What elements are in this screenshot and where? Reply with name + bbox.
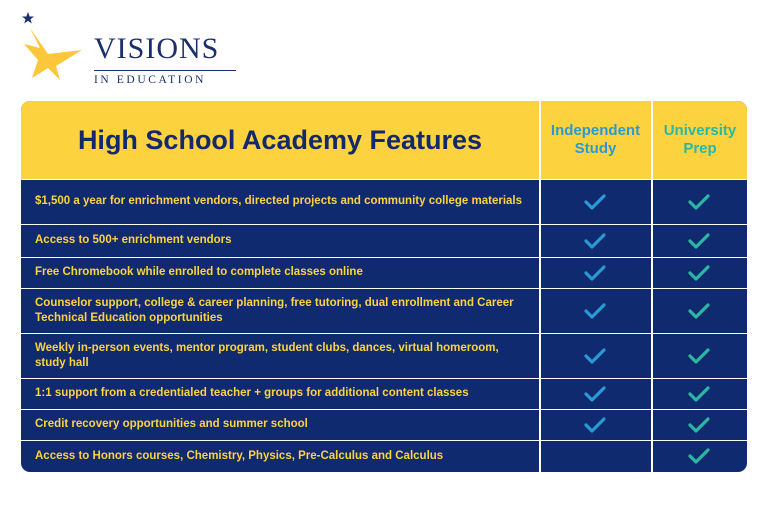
- check-icon: [688, 416, 710, 439]
- feature-label: Weekly in-person events, mentor program, student clubs, dances, virtual homeroom, study hall: [35, 341, 499, 369]
- check-icon: [584, 264, 606, 287]
- feature-label: 1:1 support from a credentialed teacher + groups for additional content classes: [35, 387, 469, 399]
- check-icon: [688, 347, 710, 370]
- column-university-prep: University Prep: [663, 122, 737, 157]
- feature-label: Credit recovery opportunities and summer school: [35, 418, 308, 430]
- table-header: [21, 101, 747, 179]
- feature-label: $1,500 a year for enrichment vendors, directed projects and community college materials: [35, 195, 523, 207]
- check-icon: [688, 385, 710, 408]
- check-icon: [584, 416, 606, 439]
- table-row: [21, 378, 747, 409]
- check-icon: [688, 232, 710, 255]
- table-row: [21, 224, 747, 257]
- visions-logo: [20, 10, 260, 85]
- check-icon: [584, 302, 606, 325]
- check-icon: [584, 193, 606, 216]
- table-row: [21, 288, 747, 333]
- table-row: [21, 257, 747, 288]
- logo-tagline: IN EDUCATION: [94, 70, 236, 86]
- check-icon: [584, 385, 606, 408]
- logo-name: VISIONS: [94, 32, 220, 65]
- check-icon: [584, 347, 606, 370]
- column-independent-study: Independent Study: [550, 122, 641, 157]
- check-icon: [688, 264, 710, 287]
- feature-label: Free Chromebook while enrolled to complete classes online: [35, 266, 363, 278]
- check-icon: [688, 193, 710, 216]
- feature-label: Access to Honors courses, Chemistry, Physics, Pre-Calculus and Calculus: [35, 449, 444, 462]
- feature-label: Counselor support, college & career planning, free tutoring, dual enrollment and Career Technical Education opportunities: [35, 296, 514, 324]
- check-icon: [584, 232, 606, 255]
- table-row: [21, 179, 747, 224]
- table-row: [21, 440, 747, 472]
- table-row: [21, 333, 747, 378]
- table-row: [21, 409, 747, 440]
- feature-label: Access to 500+ enrichment vendors: [35, 234, 232, 246]
- check-icon: [688, 302, 710, 325]
- logo-wordmark: [94, 34, 236, 86]
- check-icon: [688, 447, 710, 470]
- table-title: High School Academy Features: [77, 124, 483, 155]
- features-table: [21, 101, 747, 472]
